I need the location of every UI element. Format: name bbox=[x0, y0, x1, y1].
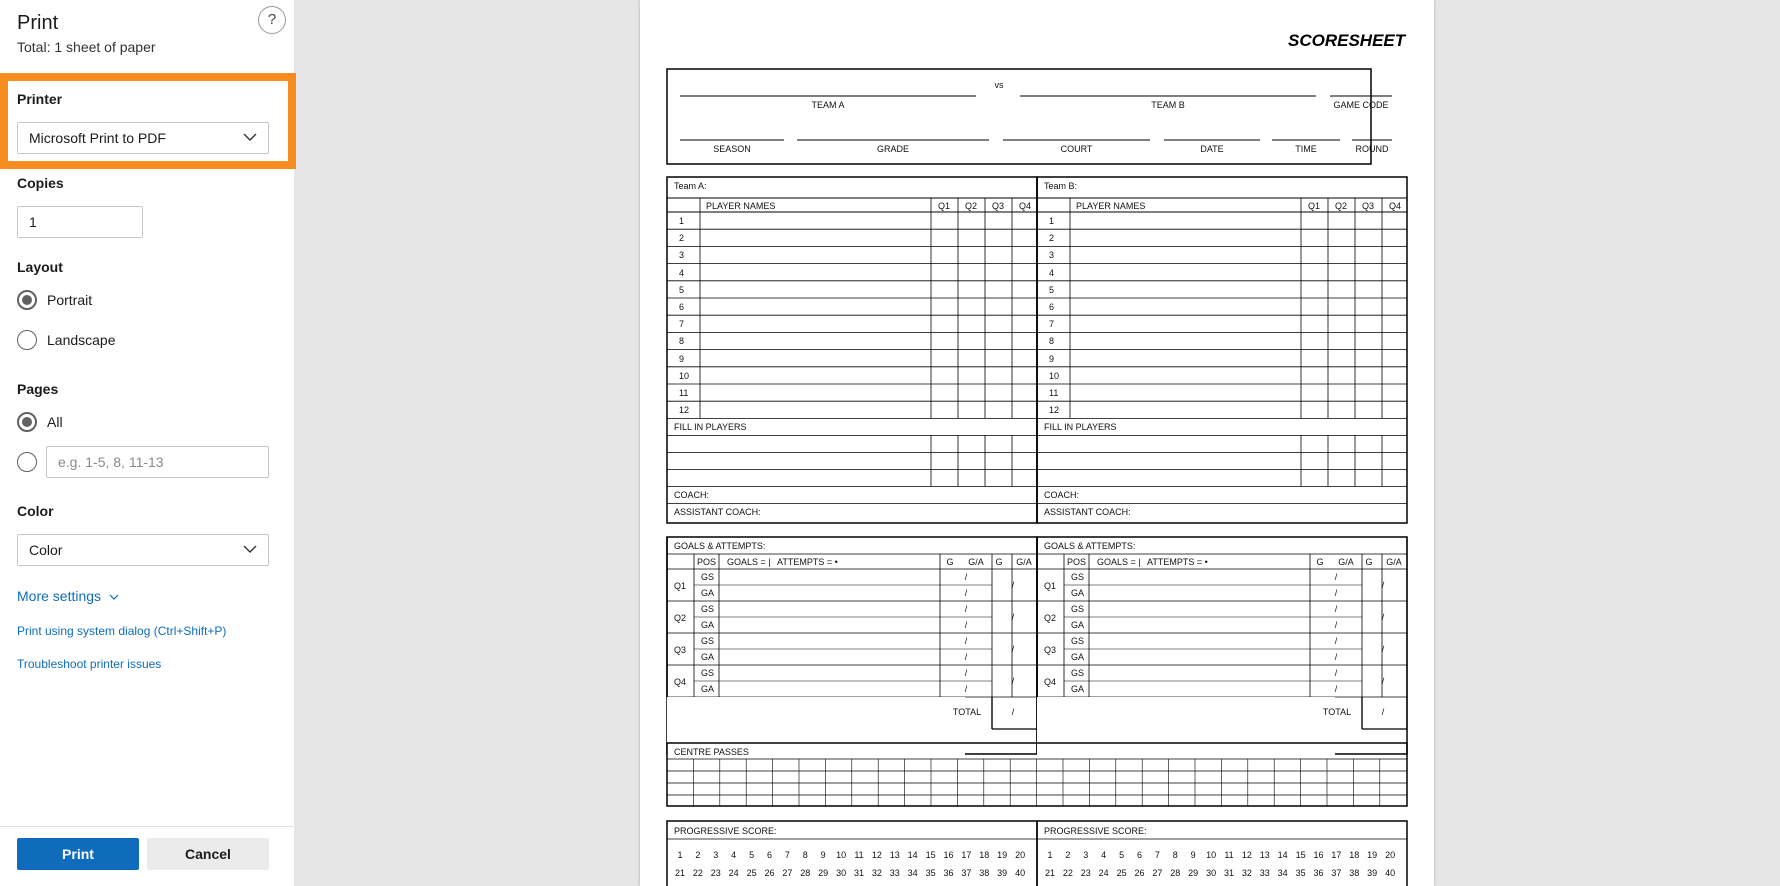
landscape-radio[interactable] bbox=[17, 330, 37, 350]
progressive-number: 12 bbox=[871, 850, 882, 860]
ga-header: G/A bbox=[968, 557, 984, 567]
quarter-header: Q1 bbox=[1307, 201, 1321, 211]
row-number: 8 bbox=[1049, 336, 1055, 347]
slash: / bbox=[964, 636, 968, 646]
slash: / bbox=[1381, 612, 1385, 622]
slash: / bbox=[1334, 684, 1338, 694]
pages-all-radio[interactable] bbox=[17, 412, 37, 432]
quarter-header: Q4 bbox=[1018, 201, 1032, 211]
assistant-coach-label: ASSISTANT COACH: bbox=[1044, 507, 1131, 518]
g-header: G bbox=[1316, 557, 1324, 567]
row-number: 11 bbox=[1049, 388, 1059, 398]
progressive-number: 39 bbox=[1367, 868, 1378, 878]
cancel-button[interactable]: Cancel bbox=[147, 838, 269, 870]
team-label: Team B: bbox=[1044, 181, 1078, 191]
position-gs: GS bbox=[1071, 668, 1085, 678]
dialog-title: Print bbox=[17, 12, 59, 34]
portrait-label: Portrait bbox=[47, 292, 93, 308]
field-caption: TIME bbox=[1295, 144, 1317, 154]
player-names-header: PLAYER NAMES bbox=[1076, 201, 1146, 211]
progressive-number: 27 bbox=[1152, 868, 1163, 878]
field-caption: ROUND bbox=[1355, 144, 1389, 154]
progressive-number: 1 bbox=[677, 850, 683, 860]
position-gs: GS bbox=[1071, 572, 1085, 582]
row-number: 1 bbox=[1049, 216, 1055, 226]
progressive-number: 18 bbox=[979, 850, 990, 860]
row-number: 2 bbox=[1049, 233, 1055, 244]
slash: / bbox=[964, 620, 968, 630]
progressive-number: 37 bbox=[961, 868, 972, 878]
g-header: G bbox=[995, 557, 1003, 567]
quarter-header: Q4 bbox=[1388, 201, 1402, 211]
progressive-number: 9 bbox=[820, 850, 826, 860]
progressive-number: 4 bbox=[1101, 850, 1107, 860]
progressive-number: 34 bbox=[907, 868, 918, 878]
progressive-number: 3 bbox=[713, 850, 719, 860]
chevron-down-icon bbox=[243, 545, 257, 554]
ga-header: G/A bbox=[1016, 557, 1032, 567]
progressive-number: 10 bbox=[1206, 850, 1217, 860]
printer-label: Printer bbox=[17, 91, 63, 107]
progressive-number: 37 bbox=[1331, 868, 1342, 878]
printer-highlight bbox=[0, 73, 296, 169]
progressive-number: 25 bbox=[746, 868, 757, 878]
progressive-number: 15 bbox=[1295, 850, 1306, 860]
position-ga: GA bbox=[1071, 652, 1085, 662]
g-header: G bbox=[946, 557, 954, 567]
team-a-caption: TEAM A bbox=[811, 100, 845, 110]
position-ga: GA bbox=[701, 588, 715, 598]
field-caption: SEASON bbox=[713, 144, 751, 154]
progressive-number: 23 bbox=[1080, 868, 1091, 878]
position-gs: GS bbox=[1071, 604, 1085, 614]
progressive-number: 32 bbox=[871, 868, 882, 878]
progressive-number: 38 bbox=[979, 868, 990, 878]
vs-label: vs bbox=[994, 80, 1004, 90]
scoresheet-title: SCORESHEET bbox=[1288, 31, 1406, 50]
progressive-number: 30 bbox=[1206, 868, 1217, 878]
progressive-number: 30 bbox=[836, 868, 847, 878]
progressive-number: 36 bbox=[1313, 868, 1324, 878]
progressive-number: 10 bbox=[836, 850, 847, 860]
progressive-number: 4 bbox=[731, 850, 737, 860]
progressive-number: 24 bbox=[728, 868, 739, 878]
row-number: 9 bbox=[1049, 353, 1055, 364]
quarter-label: Q4 bbox=[1044, 677, 1057, 687]
progressive-number: 16 bbox=[1313, 850, 1324, 860]
progressive-number: 24 bbox=[1098, 868, 1109, 878]
slash: / bbox=[1011, 580, 1015, 590]
progressive-number: 34 bbox=[1277, 868, 1288, 878]
position-gs: GS bbox=[701, 668, 715, 678]
slash: / bbox=[1011, 676, 1015, 686]
progressive-number: 6 bbox=[766, 850, 773, 860]
position-gs: GS bbox=[701, 572, 715, 582]
position-ga: GA bbox=[1071, 620, 1085, 630]
progressive-number: 32 bbox=[1241, 868, 1252, 878]
progressive-number: 8 bbox=[1172, 850, 1178, 860]
pages-label: Pages bbox=[17, 381, 59, 397]
pos-header: POS bbox=[697, 557, 717, 567]
progressive-number: 7 bbox=[1154, 850, 1160, 860]
layout-label: Layout bbox=[17, 259, 63, 275]
quarter-label: Q3 bbox=[1044, 645, 1057, 655]
total-label: TOTAL bbox=[952, 707, 982, 717]
row-number: 7 bbox=[1049, 319, 1055, 330]
progressive-number: 16 bbox=[943, 850, 954, 860]
progressive-number: 26 bbox=[764, 868, 775, 878]
progressive-number: 12 bbox=[1241, 850, 1252, 860]
progressive-number: 25 bbox=[1116, 868, 1127, 878]
slash: / bbox=[964, 604, 968, 614]
print-preview-page bbox=[640, 0, 1434, 886]
quarter-label: Q2 bbox=[674, 613, 687, 623]
slash: / bbox=[1011, 707, 1015, 717]
row-number: 5 bbox=[679, 284, 685, 295]
progressive-number: 6 bbox=[1136, 850, 1143, 860]
print-button[interactable]: Print bbox=[17, 838, 139, 870]
slash: / bbox=[1334, 604, 1338, 614]
player-names-header: PLAYER NAMES bbox=[706, 201, 776, 211]
progressive-number: 9 bbox=[1190, 850, 1196, 860]
color-label: Color bbox=[17, 503, 54, 519]
quarter-header: Q2 bbox=[964, 201, 978, 211]
coach-label: COACH: bbox=[674, 490, 710, 501]
quarter-label: Q4 bbox=[674, 677, 687, 687]
game-code-caption: GAME CODE bbox=[1333, 100, 1389, 110]
position-gs: GS bbox=[701, 604, 715, 614]
quarter-label: Q1 bbox=[1044, 581, 1057, 591]
row-number: 2 bbox=[679, 233, 685, 244]
copies-label: Copies bbox=[17, 175, 64, 191]
position-ga: GA bbox=[701, 620, 715, 630]
slash: / bbox=[1011, 612, 1015, 622]
quarter-header: Q2 bbox=[1334, 201, 1348, 211]
progressive-number: 35 bbox=[1295, 868, 1306, 878]
progressive-number: 29 bbox=[818, 868, 829, 878]
g-header: G bbox=[1365, 557, 1373, 567]
progressive-number: 33 bbox=[1259, 868, 1270, 878]
progressive-number: 19 bbox=[997, 850, 1008, 860]
fill-in-label: FILL IN PLAYERS bbox=[1044, 422, 1117, 433]
progressive-number: 19 bbox=[1367, 850, 1378, 860]
scoresheet-gridlines bbox=[640, 0, 1434, 886]
progressive-number: 7 bbox=[784, 850, 790, 860]
row-number: 10 bbox=[1049, 370, 1060, 381]
slash: / bbox=[1334, 668, 1338, 678]
progressive-number: 5 bbox=[1119, 850, 1125, 860]
progressive-number: 35 bbox=[925, 868, 936, 878]
progressive-number: 1 bbox=[1047, 850, 1053, 860]
more-settings-link[interactable] bbox=[17, 588, 119, 604]
ga-header: G/A bbox=[1338, 557, 1354, 567]
progressive-number: 17 bbox=[1331, 850, 1342, 860]
progressive-number: 29 bbox=[1188, 868, 1199, 878]
goals-title: GOALS & ATTEMPTS: bbox=[1044, 541, 1136, 551]
slash: / bbox=[964, 588, 968, 598]
quarter-header: Q3 bbox=[991, 201, 1005, 211]
progressive-number: 22 bbox=[692, 868, 703, 878]
progressive-number: 8 bbox=[802, 850, 808, 860]
progressive-number: 31 bbox=[853, 868, 865, 878]
row-number: 7 bbox=[679, 319, 685, 330]
slash: / bbox=[964, 652, 968, 662]
centre-passes-label: CENTRE PASSES bbox=[674, 747, 749, 757]
slash: / bbox=[964, 668, 968, 678]
position-ga: GA bbox=[701, 684, 715, 694]
pos-header: POS bbox=[1067, 557, 1087, 567]
chevron-down-icon bbox=[109, 594, 119, 601]
quarter-label: Q2 bbox=[1044, 613, 1057, 623]
position-ga: GA bbox=[701, 652, 715, 662]
footer-divider bbox=[0, 826, 294, 827]
section-box bbox=[667, 69, 1371, 164]
progressive-number: 28 bbox=[800, 868, 811, 878]
troubleshoot-link[interactable]: Troubleshoot printer issues bbox=[17, 657, 162, 671]
progressive-number: 18 bbox=[1349, 850, 1360, 860]
progressive-number: 20 bbox=[1385, 850, 1396, 860]
goals-title: GOALS & ATTEMPTS: bbox=[674, 541, 766, 551]
progressive-label: PROGRESSIVE SCORE: bbox=[1044, 826, 1147, 836]
attempts-legend: ATTEMPTS = • bbox=[1147, 557, 1208, 567]
progressive-number: 11 bbox=[1224, 850, 1234, 860]
progressive-number: 2 bbox=[1065, 850, 1071, 860]
slash: / bbox=[1011, 644, 1015, 654]
assistant-coach-label: ASSISTANT COACH: bbox=[674, 507, 761, 518]
slash: / bbox=[1334, 572, 1338, 582]
slash: / bbox=[1381, 580, 1385, 590]
progressive-number: 15 bbox=[925, 850, 936, 860]
progressive-number: 39 bbox=[997, 868, 1008, 878]
fill-in-label: FILL IN PLAYERS bbox=[674, 422, 747, 433]
goals-legend: GOALS = | bbox=[727, 557, 771, 567]
ga-header: G/A bbox=[1386, 557, 1402, 567]
row-number: 11 bbox=[679, 388, 689, 398]
landscape-label: Landscape bbox=[47, 332, 116, 348]
progressive-number: 20 bbox=[1015, 850, 1026, 860]
row-number: 8 bbox=[679, 336, 685, 347]
attempts-legend: ATTEMPTS = • bbox=[777, 557, 838, 567]
position-ga: GA bbox=[1071, 684, 1085, 694]
row-number: 12 bbox=[1049, 405, 1060, 416]
progressive-number: 21 bbox=[674, 868, 686, 878]
goals-legend: GOALS = | bbox=[1097, 557, 1141, 567]
print-settings-panel bbox=[0, 0, 294, 886]
slash: / bbox=[1334, 652, 1338, 662]
progressive-number: 26 bbox=[1134, 868, 1145, 878]
position-ga: GA bbox=[1071, 588, 1085, 598]
field-caption: DATE bbox=[1200, 144, 1224, 154]
progressive-number: 40 bbox=[1015, 868, 1026, 878]
slash: / bbox=[1334, 620, 1338, 630]
quarter-label: Q3 bbox=[674, 645, 687, 655]
total-label: TOTAL bbox=[1322, 707, 1352, 717]
color-select[interactable] bbox=[17, 534, 269, 566]
quarter-header: Q3 bbox=[1361, 201, 1375, 211]
pages-all-label: All bbox=[47, 414, 63, 430]
pages-range-input[interactable]: e.g. 1-5, 8, 11-13 bbox=[46, 446, 269, 478]
system-dialog-link[interactable]: Print using system dialog (Ctrl+Shift+P) bbox=[17, 624, 227, 638]
progressive-number: 21 bbox=[1044, 868, 1056, 878]
slash: / bbox=[964, 684, 968, 694]
progressive-number: 5 bbox=[749, 850, 755, 860]
progressive-number: 13 bbox=[1259, 850, 1270, 860]
progressive-number: 27 bbox=[782, 868, 793, 878]
progressive-number: 3 bbox=[1083, 850, 1089, 860]
position-gs: GS bbox=[1071, 636, 1085, 646]
printer-select-value: Microsoft Print to PDF bbox=[29, 130, 166, 146]
row-number: 10 bbox=[679, 370, 690, 381]
progressive-number: 13 bbox=[889, 850, 900, 860]
progressive-number: 22 bbox=[1062, 868, 1073, 878]
row-number: 1 bbox=[679, 216, 685, 226]
row-number: 4 bbox=[679, 267, 685, 278]
quarter-label: Q1 bbox=[674, 581, 687, 591]
portrait-radio[interactable] bbox=[17, 290, 37, 310]
row-number: 6 bbox=[679, 302, 685, 312]
coach-label: COACH: bbox=[1044, 490, 1080, 501]
progressive-label: PROGRESSIVE SCORE: bbox=[674, 826, 777, 836]
slash: / bbox=[1381, 644, 1385, 654]
progressive-number: 28 bbox=[1170, 868, 1181, 878]
progressive-number: 33 bbox=[889, 868, 900, 878]
copies-input[interactable]: 1 bbox=[17, 206, 143, 238]
progressive-number: 23 bbox=[710, 868, 721, 878]
quarter-header: Q1 bbox=[937, 201, 951, 211]
help-icon[interactable]: ? bbox=[258, 6, 286, 34]
team-label: Team A: bbox=[674, 181, 707, 191]
progressive-number: 38 bbox=[1349, 868, 1360, 878]
more-settings-label: More settings bbox=[17, 588, 102, 604]
progressive-number: 14 bbox=[1277, 850, 1288, 860]
row-number: 9 bbox=[679, 353, 685, 364]
progressive-number: 14 bbox=[907, 850, 918, 860]
color-select-value: Color bbox=[29, 542, 63, 558]
row-number: 3 bbox=[1049, 250, 1055, 261]
sheet-count: Total: 1 sheet of paper bbox=[17, 39, 156, 55]
chevron-down-icon bbox=[243, 133, 257, 142]
slash: / bbox=[1334, 588, 1338, 598]
pages-custom-radio[interactable] bbox=[17, 452, 37, 472]
row-number: 5 bbox=[1049, 284, 1055, 295]
row-number: 4 bbox=[1049, 267, 1055, 278]
row-number: 6 bbox=[1049, 302, 1055, 312]
team-b-caption: TEAM B bbox=[1151, 100, 1185, 110]
position-gs: GS bbox=[701, 636, 715, 646]
printer-select[interactable] bbox=[17, 122, 269, 154]
progressive-number: 17 bbox=[961, 850, 972, 860]
slash: / bbox=[1381, 707, 1385, 717]
progressive-number: 40 bbox=[1385, 868, 1396, 878]
row-number: 12 bbox=[679, 405, 690, 416]
progressive-number: 36 bbox=[943, 868, 954, 878]
row-number: 3 bbox=[679, 250, 685, 261]
field-caption: COURT bbox=[1060, 144, 1093, 154]
slash: / bbox=[1381, 676, 1385, 686]
field-caption: GRADE bbox=[876, 144, 910, 154]
box-cover bbox=[1037, 697, 1335, 757]
slash: / bbox=[964, 572, 968, 582]
progressive-number: 11 bbox=[854, 850, 864, 860]
slash: / bbox=[1334, 636, 1338, 646]
progressive-number: 2 bbox=[695, 850, 701, 860]
progressive-number: 31 bbox=[1223, 868, 1235, 878]
